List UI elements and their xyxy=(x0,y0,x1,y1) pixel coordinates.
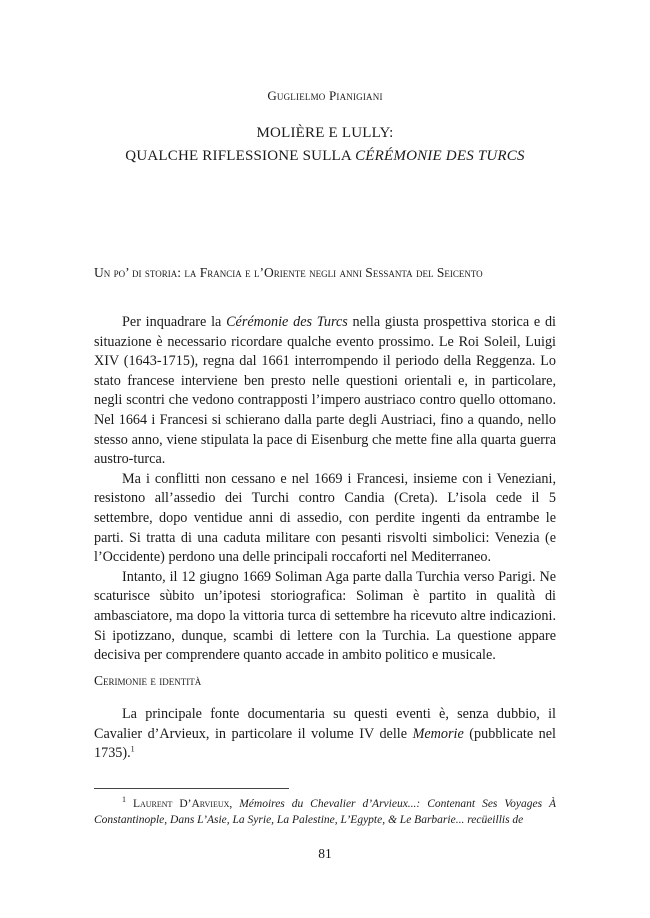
footnote-separator-comma: , xyxy=(229,798,240,810)
section-heading-ceremonies: Cerimonie e identità xyxy=(94,673,202,688)
section-body-history xyxy=(94,313,556,666)
article-title xyxy=(0,122,650,168)
paragraph-3: Intanto, il 12 giugno 1669 Soliman Aga parte dalla Turchia verso Parigi. Ne scaturisce sùbito un’ipotesi storiografica: Soliman è partito in qualità di ambasciatore, ma dopo la vittoria turca di settembre ha ricevuto altre indicazioni. Si ipotizzano, dunque, scambi di lettere con la Turchia. La questione appare decisiva per comprendere quanto accade in ambito politico e musicale. xyxy=(94,568,556,664)
paragraph-4-post: (pubblicate nel 1735). xyxy=(94,725,556,762)
paragraph-1-pre: Per inquadrare la xyxy=(122,314,227,330)
author-name: Guglielmo Pianigiani xyxy=(267,88,383,103)
title-line-2 xyxy=(0,145,650,168)
footnote-number: 1 xyxy=(122,795,126,805)
title-line-1: MOLIÈRE E LULLY: xyxy=(256,125,394,141)
title-line-2-italic: CÉRÉMONIE DES TURCS xyxy=(355,148,525,164)
title-line-2-prefix: QUALCHE RIFLESSIONE SULLA xyxy=(125,148,356,164)
page-number: 81 xyxy=(318,846,332,861)
paragraph-2: Ma i conflitti non cessano e nel 1669 i Francesi, insieme con i Veneziani, resistono all’assedio dei Turchi contro Candia (Creta). L’isola cede il 5 settembre, dopo ventidue anni di assedio, con perdite ingenti da entrambe le parti. Si tratta di una caduta militare con pesanti risvolti simbolici: Venezia (e l’Occidente) perdono una delle principali roccaforti nel Mediterraneo. xyxy=(94,470,556,566)
section-heading-history: Un po’ di storia: la Francia e l’Oriente negli anni Sessanta del Seicento xyxy=(94,265,483,280)
footnote-separator xyxy=(94,788,289,789)
footnote-author: Laurent D’Arvieux xyxy=(132,798,230,810)
section-body-ceremonies xyxy=(94,705,556,764)
footnote-reference-mark: 1 xyxy=(130,744,135,754)
paragraph-1-italic: Cérémonie des Turcs xyxy=(226,314,348,330)
paragraph-1 xyxy=(94,313,556,470)
footnote-title: Mémoires du Chevalier d’Arvieux...: Contenant Ses Voyages À Constantinople, Dans L’Asie, La Syrie, La Palestine, L’Egypte, & Le Barbarie... recüeillis de xyxy=(94,798,557,826)
paragraph-4-pre: La principale fonte documentaria su questi eventi è, senza dubbio, il Cavalier d’Arvieux, in particolare il volume IV delle xyxy=(94,706,556,742)
footnote-1 xyxy=(94,796,556,828)
paragraph-1-post: nella giusta prospettiva storica e di situazione è necessario ricordare qualche evento prossimo. Le Roi Soleil, Luigi XIV (1643-1715), regna dal 1661 interrompendo il periodo della Reggenza. Lo stato francese interviene ben presto nelle questioni orientali e, in particolare, negli scontri che vedono contrapposti l’impero austriaco contro quello ottomano. Nel 1664 i Francesi si schierano dalla parte degli Austriaci, fino a quando, nello stesso anno, viene stipulata la pace di Eisenburg che mette fine alla quarta guerra austro-turca. xyxy=(94,314,556,468)
paragraph-4-italic: Memorie xyxy=(412,725,464,742)
paragraph-4 xyxy=(94,705,556,764)
